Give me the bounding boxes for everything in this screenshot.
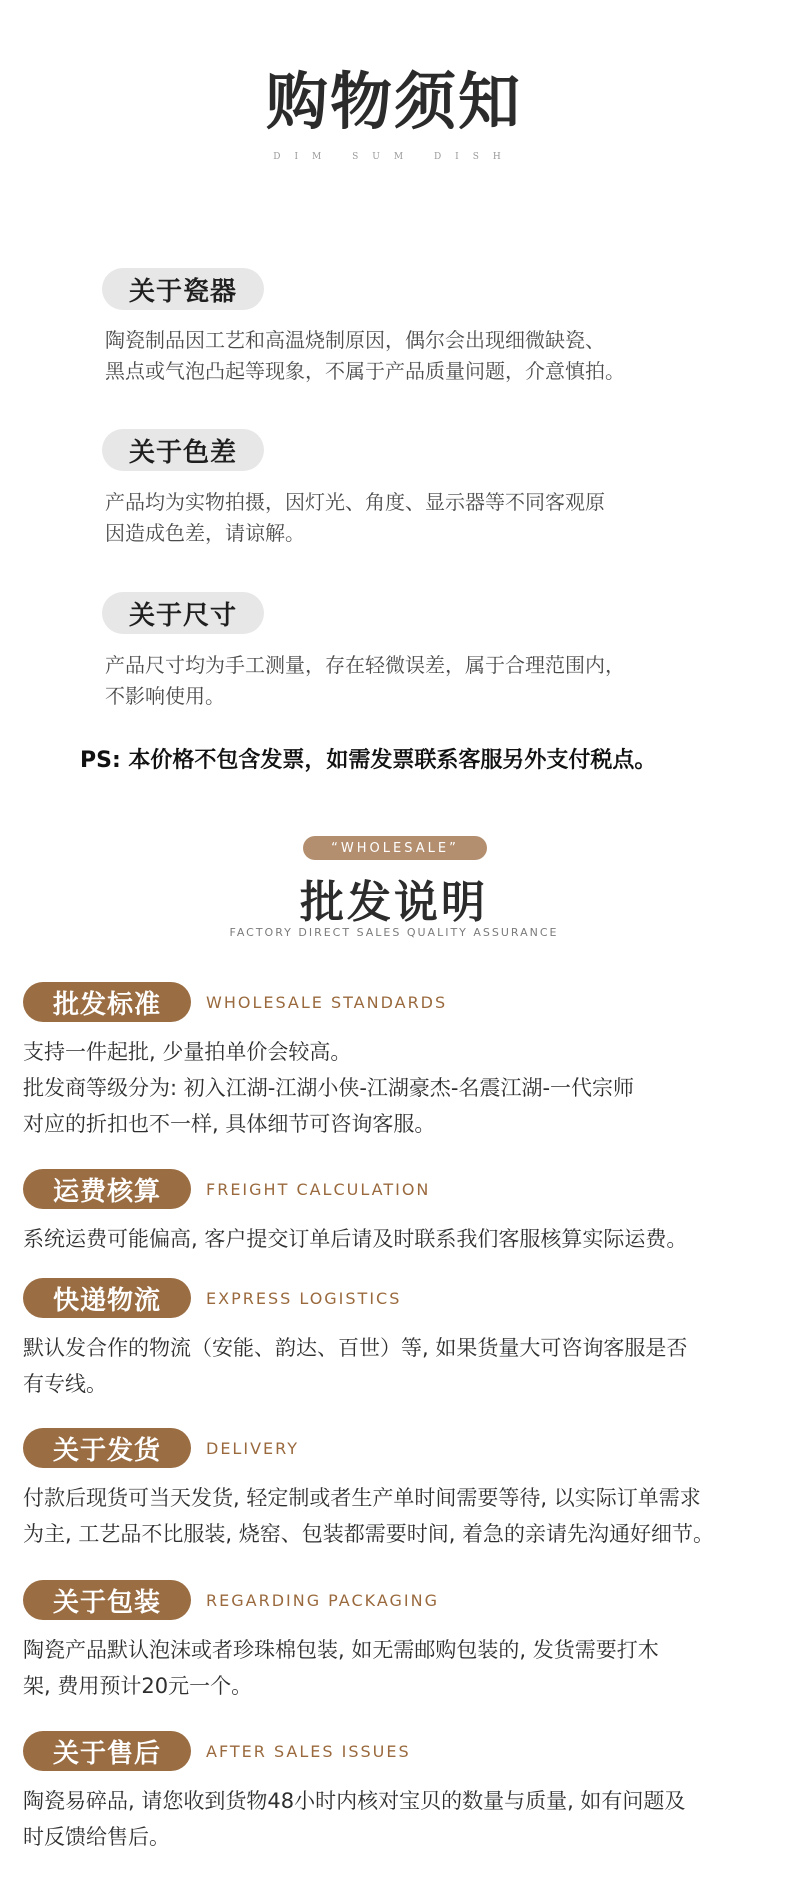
text-line: 批发商等级分为: 初入江湖-江湖小侠-江湖豪杰-名震江湖-一代宗师 xyxy=(23,1076,635,1100)
section-heading-freight: 运费核算 xyxy=(23,1169,191,1209)
section-text-after-sales xyxy=(23,1783,773,1855)
wholesale-badge: “WHOLESALE” xyxy=(303,836,487,860)
text-line: 产品尺寸均为手工测量，存在轻微误差，属于合理范围内， xyxy=(105,653,625,677)
section-text-packaging xyxy=(23,1632,773,1704)
text-line: 因造成色差，请谅解。 xyxy=(105,521,305,545)
notice-heading-color: 关于色差 xyxy=(102,429,264,471)
text-line: 默认发合作的物流（安能、韵达、百世）等, 如果货量大可咨询客服是否 xyxy=(23,1336,688,1360)
section-en-after-sales: AFTER SALES ISSUES xyxy=(206,1742,411,1761)
section-text-freight xyxy=(23,1221,773,1257)
section-en-logistics: EXPRESS LOGISTICS xyxy=(206,1289,402,1308)
notice-text-color xyxy=(105,487,745,549)
section-en-freight: FREIGHT CALCULATION xyxy=(206,1180,431,1199)
text-line: 产品均为实物拍摄，因灯光、角度、显示器等不同客观原 xyxy=(105,490,605,514)
section-en-wholesale-standards: WHOLESALE STANDARDS xyxy=(206,993,448,1012)
text-line: 为主, 工艺品不比服装, 烧窑、包装都需要时间, 着急的亲请先沟通好细节。 xyxy=(23,1522,715,1546)
text-line: 架, 费用预计20元一个。 xyxy=(23,1674,253,1698)
section-heading-packaging: 关于包装 xyxy=(23,1580,191,1620)
text-line: 不影响使用。 xyxy=(105,684,225,708)
text-line: 对应的折扣也不一样, 具体细节可咨询客服。 xyxy=(23,1112,436,1136)
notice-subtitle: DIM SUM DISH xyxy=(273,152,515,162)
text-line: 支持一件起批, 少量拍单价会较高。 xyxy=(23,1040,352,1064)
section-text-delivery xyxy=(23,1480,773,1552)
section-text-logistics xyxy=(23,1330,773,1402)
notice-text-ceramics xyxy=(105,325,745,387)
wholesale-title: 批发说明 xyxy=(300,877,488,928)
text-line: 陶瓷产品默认泡沫或者珍珠棉包装, 如无需邮购包装的, 发货需要打木 xyxy=(23,1638,659,1662)
text-line: 黑点或气泡凸起等现象，不属于产品质量问题，介意慎拍。 xyxy=(105,359,625,383)
notice-text-size xyxy=(105,650,745,712)
wholesale-subtitle: FACTORY DIRECT SALES QUALITY ASSURANCE xyxy=(229,926,559,939)
section-heading-after-sales: 关于售后 xyxy=(23,1731,191,1771)
notice-heading-size: 关于尺寸 xyxy=(102,592,264,634)
text-line: 系统运费可能偏高, 客户提交订单后请及时联系我们客服核算实际运费。 xyxy=(23,1227,688,1251)
section-heading-delivery: 关于发货 xyxy=(23,1428,191,1468)
text-line: 时反馈给售后。 xyxy=(23,1825,170,1849)
text-line: 陶瓷制品因工艺和高温烧制原因，偶尔会出现细微缺瓷、 xyxy=(105,328,605,352)
ps-note: PS: 本价格不包含发票，如需发票联系客服另外支付税点。 xyxy=(80,748,657,773)
section-text-wholesale-standards xyxy=(23,1034,773,1142)
notice-title: 购物须知 xyxy=(265,65,522,138)
section-heading-logistics: 快递物流 xyxy=(23,1278,191,1318)
text-line: 陶瓷易碎品, 请您收到货物48小时内核对宝贝的数量与质量, 如有问题及 xyxy=(23,1789,686,1813)
notice-heading-ceramics: 关于瓷器 xyxy=(102,268,264,310)
section-en-delivery: DELIVERY xyxy=(206,1439,299,1458)
section-en-packaging: REGARDING PACKAGING xyxy=(206,1591,439,1610)
text-line: 有专线。 xyxy=(23,1372,107,1396)
section-heading-wholesale-standards: 批发标准 xyxy=(23,982,191,1022)
text-line: 付款后现货可当天发货, 轻定制或者生产单时间需要等待, 以实际订单需求 xyxy=(23,1486,701,1510)
